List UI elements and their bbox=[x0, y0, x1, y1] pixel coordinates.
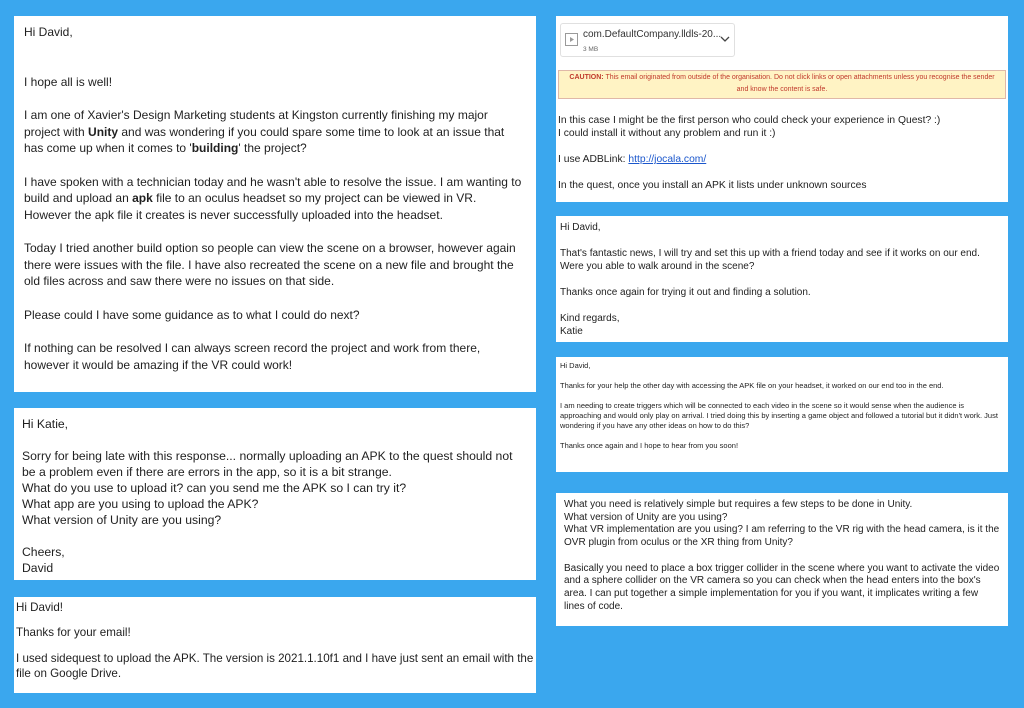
email-question: What version of Unity are you using? bbox=[22, 513, 222, 527]
email-paragraph: Thanks once again and I hope to hear from you soon! bbox=[560, 441, 739, 450]
attachment-name: com.DefaultCompany.lldls-20... bbox=[583, 29, 722, 40]
email-paragraph: I hope all is well! bbox=[24, 74, 113, 89]
email-paragraph: Basically you need to place a box trigger collider in the scene where you want to activate the video and a sphere collider on the VR camera so you can check when the head enters into the box's area. I can put together a simple implementation for you if you want, it implicates writing a few lines of code. bbox=[564, 562, 1000, 612]
email-paragraph: I am needing to create triggers which will be connected to each video in the scene so it would sense when the audience is approaching and would only play on arrival. I tried doing this by inserting a game object and followed a tutorial but it didn't work. Just wondering if you have any other ideas on how to do this? bbox=[560, 401, 998, 430]
email-from-david-attachment bbox=[556, 16, 1008, 202]
email-greeting: Hi David, bbox=[24, 25, 73, 39]
email-paragraph: I use ADBLink: http://jocala.com/ bbox=[558, 154, 707, 165]
email-paragraph: If nothing can be resolved I can always screen record the project and work from there, however it would be amazing if the VR could work! bbox=[24, 341, 481, 372]
email-paragraph: Sorry for being late with this response... normally uploading an APK to the quest should not be a problem even if there are errors in the app, so it is a bit strange. bbox=[22, 449, 513, 479]
adblink-link[interactable]: http://jocala.com/ bbox=[628, 154, 707, 165]
email-from-katie-initial bbox=[14, 16, 536, 392]
email-from-katie-triggers bbox=[556, 357, 1008, 472]
email-paragraph: I have spoken with a technician today and he wasn't able to resolve the issue. I am wanting to build and upload an apk file to an oculus headset so my project can be viewed in VR. However the apk file it creates is never successfully uploaded into the headset. bbox=[24, 174, 522, 222]
email-question: What VR implementation are you using? I am referring to the VR rig with the head camera, is it the OVR plugin from oculus or the XR thing from Unity? bbox=[564, 524, 1000, 549]
email-paragraph: In the quest, once you install an APK it lists under unknown sources bbox=[558, 180, 867, 191]
email-paragraph: Thanks for your email! bbox=[16, 626, 131, 639]
file-icon bbox=[564, 32, 579, 47]
attachment-size: 3 MB bbox=[583, 46, 599, 53]
email-greeting: Hi David, bbox=[560, 222, 601, 233]
email-greeting: Hi David, bbox=[560, 361, 591, 370]
bold-building: building bbox=[191, 141, 239, 155]
email-greeting: Hi Katie, bbox=[22, 417, 69, 431]
email-signature: David bbox=[22, 561, 54, 575]
email-paragraph: Thanks for your help the other day with accessing the APK file on your headset, it worked on our end too in the end. bbox=[560, 381, 944, 390]
email-paragraph: Today I tried another build option so people can view the scene on a browser, however again there were issues with the file. I have also recreated the scene on a new file and brought the old files across and saw there were no issues on that side. bbox=[24, 241, 516, 288]
caution-text: This email originated from outside of the organisation. Do not click links or open attachments unless you recognise the sender and know the content is safe. bbox=[603, 74, 995, 93]
email-from-david-reply bbox=[14, 408, 536, 580]
email-question: What app are you using to upload the APK? bbox=[22, 497, 259, 511]
email-paragraph: I am one of Xavier's Design Marketing students at Kingston currently finishing my major project with Unity and was wondering if you could spare some time to look at an issue that has come up when it comes to 'building' the project? bbox=[24, 108, 505, 155]
caution-banner bbox=[558, 70, 1006, 99]
email-signoff: Kind regards, bbox=[560, 313, 620, 324]
email-question: What version of Unity are you using? bbox=[564, 511, 728, 523]
email-from-katie-thanks bbox=[556, 216, 1008, 342]
email-from-david-triggers-reply bbox=[556, 493, 1008, 626]
email-paragraph: I could install it without any problem and run it :) bbox=[558, 128, 776, 139]
email-from-katie-version bbox=[14, 597, 536, 693]
caution-label: CAUTION: bbox=[569, 74, 604, 81]
email-greeting: Hi David! bbox=[16, 601, 64, 614]
email-signature: Katie bbox=[560, 326, 583, 337]
chevron-down-icon[interactable] bbox=[719, 33, 731, 45]
email-paragraph: What you need is relatively simple but requires a few steps to be done in Unity. bbox=[564, 499, 913, 510]
bold-apk: apk bbox=[132, 191, 153, 205]
email-paragraph: Thanks once again for trying it out and finding a solution. bbox=[560, 287, 811, 298]
email-signoff: Cheers, bbox=[22, 545, 65, 559]
email-paragraph: That's fantastic news, I will try and set this up with a friend today and see if it works on our end. Were you able to walk around in the scene? bbox=[560, 248, 980, 272]
email-paragraph: I used sidequest to upload the APK. The version is 2021.1.10f1 and I have just sent an email with the file on Google Drive. bbox=[16, 652, 534, 680]
bold-unity: Unity bbox=[88, 124, 119, 139]
attachment-card[interactable] bbox=[560, 23, 735, 57]
email-paragraph bbox=[24, 390, 526, 392]
email-paragraph: Please could I have some guidance as to what I could do next? bbox=[24, 307, 360, 322]
email-question: What do you use to upload it? can you send me the APK so I can try it? bbox=[22, 481, 407, 495]
email-paragraph: In this case I might be the first person who could check your experience in Quest? :) bbox=[558, 115, 941, 126]
